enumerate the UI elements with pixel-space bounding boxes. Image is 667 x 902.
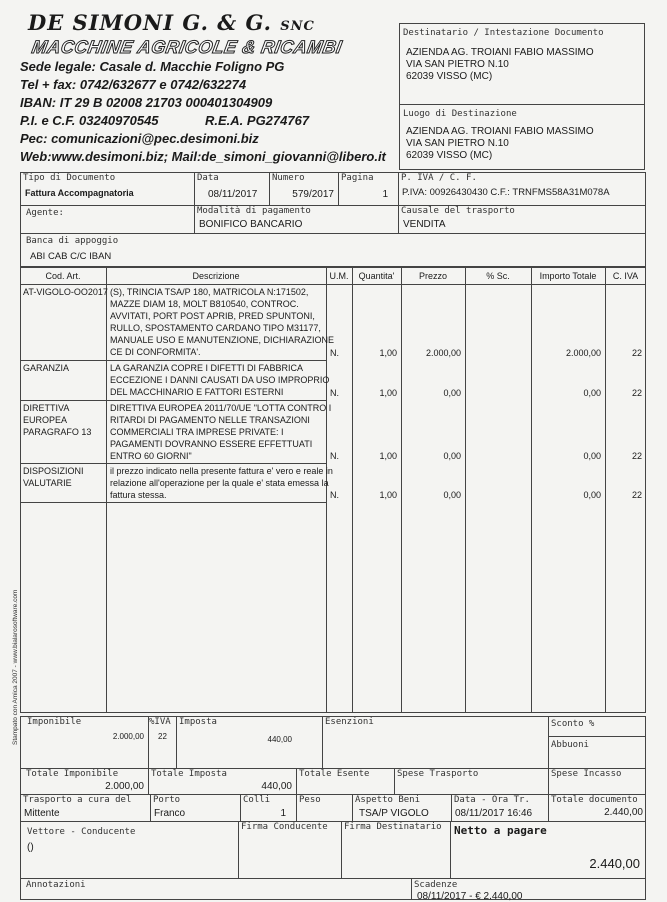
row-um: N. — [330, 348, 339, 358]
row-vat: 22 — [631, 451, 642, 461]
row-price: 0,00 — [443, 490, 461, 500]
row-um: N. — [330, 490, 339, 500]
company-header — [20, 10, 405, 164]
sconto-cell: Sconto % — [551, 719, 595, 729]
trasporto-value: Mittente — [24, 808, 60, 819]
payment-cell: Modalità di pagamento BONIFICO BANCARIO — [197, 206, 311, 230]
row-total: 0,00 — [583, 490, 601, 500]
company-name: DE SIMONI G. & G. SNC — [28, 10, 315, 35]
porto-value: Franco — [154, 808, 186, 819]
company-tagline: MACCHINE AGRICOLE & RICAMBI — [30, 37, 344, 57]
row-total: 2.000,00 — [565, 348, 601, 358]
company-suffix: SNC — [280, 19, 315, 34]
col-header-um: U.M. — [329, 271, 349, 281]
row-qty: 1,00 — [379, 451, 397, 461]
destination-line: AZIENDA AG. TROIANI FABIO MASSIMO — [406, 126, 594, 137]
row-desc-line: RULLO, SPOSTAMENTO CARDANO TIPO M31177, — [110, 323, 321, 333]
header-line-phone: Tel + fax: 0742/632677 e 0742/632274 — [20, 77, 247, 92]
colli-cell: Colli 1 — [243, 795, 286, 819]
row-price: 2.000,00 — [425, 348, 461, 358]
doc-date-cell: Data 08/11/2017 — [197, 173, 258, 200]
row-desc-line: COMMERCIALI TRA IMPRESE PRIVATE: I — [110, 427, 284, 437]
row-desc-line: DEL MACCHINARIO E FATTORI ESTERNI — [110, 387, 284, 397]
recipient-line: VIA SAN PIETRO N.10 — [406, 59, 509, 70]
abbuoni-cell: Abbuoni — [551, 740, 589, 750]
header-rea: R.E.A. PG274767 — [205, 113, 310, 128]
row-desc-line: relazione all'operazione per la quale e' stata emessa la — [110, 478, 329, 488]
header-line-address: Sede legale: Casale d. Macchie Foligno PG — [20, 59, 285, 74]
tot-imposta-value: 440,00 — [261, 781, 292, 792]
doc-number: 579/2017 — [292, 189, 334, 200]
row-desc-line: MANUALE USO E MANUTENZIONE, DICHIARAZIONE — [110, 335, 335, 345]
row-price: 0,00 — [443, 451, 461, 461]
tot-doc-cell: Totale documento 2.440,00 — [551, 795, 643, 818]
spese-incasso-cell: Spese Incasso — [551, 769, 622, 779]
row-price: 0,00 — [443, 388, 461, 398]
imponibile-cell: Imponibile 2.000,00 — [27, 717, 144, 741]
recipient-line: 62039 VISSO (MC) — [406, 71, 493, 82]
recipient-label: Destinatario / Intestazione Documento — [403, 28, 604, 38]
destination-label: Luogo di Destinazione — [403, 109, 517, 119]
tot-esente-cell: Totale Esente — [299, 769, 370, 779]
col-header-total: Importo Totale — [539, 271, 597, 281]
col-header-discount: % Sc. — [486, 271, 510, 281]
imposta-cell: Imposta 440,00 — [179, 717, 292, 744]
doc-date: 08/11/2017 — [208, 189, 258, 200]
iva-cell: %IVA 22 — [149, 717, 171, 741]
row-desc-line: PAGAMENTI DOVRANNO ESSERE EFFETTUATI — [110, 439, 313, 449]
row-total: 0,00 — [583, 388, 601, 398]
doc-piva: P.IVA: 00926430430 C.F.: TRNFMS58A31M078A — [402, 187, 610, 198]
doc-type-cell: Tipo di Documento Fattura Accompagnatoria — [23, 173, 134, 198]
dataora-value: 08/11/2017 16:46 — [455, 808, 533, 819]
header-line-pec: Pec: comunicazioni@pec.desimoni.biz — [20, 131, 259, 146]
row-vat: 22 — [631, 490, 642, 500]
row-desc-line: ECCEZIONE I DANNI CAUSATI DA USO IMPROPRIO — [110, 375, 330, 385]
firma-conducente-cell: Firma Conducente — [241, 822, 328, 832]
doc-type: Fattura Accompagnatoria — [25, 188, 134, 198]
row-um: N. — [330, 388, 339, 398]
payment-method: BONIFICO BANCARIO — [199, 219, 303, 230]
imponibile-value: 2.000,00 — [112, 732, 144, 741]
row-code: DIRETTIVA — [23, 403, 70, 413]
recipient-box — [399, 23, 645, 105]
row-desc-line: LA GARANZIA COPRE I DIFETTI DI FABBRICA — [110, 363, 304, 373]
doc-page-cell: Pagina 1 — [341, 173, 388, 200]
porto-cell: Porto Franco — [153, 795, 186, 819]
netto-value: 2.440,00 — [589, 856, 640, 871]
row-desc-line: ENTRO 60 GIORNI" — [110, 451, 192, 461]
row-desc-line: fattura stessa. — [110, 490, 167, 500]
trasporto-cell: Trasporto a cura del Mittente — [23, 795, 132, 819]
col-header-description: Descrizione — [192, 271, 240, 281]
destination-box — [399, 104, 645, 170]
row-code: AT-VIGOLO-OO2017 — [23, 287, 108, 297]
row-desc-line: RITARDI DI PAGAMENTO NELLE TRANSAZIONI — [110, 415, 310, 425]
row-desc-line: il prezzo indicato nella presente fattura e' vero e reale in — [110, 466, 333, 476]
col-header-code: Cod. Art. — [45, 271, 81, 281]
doc-page: 1 — [382, 189, 388, 200]
iva-value: 22 — [158, 732, 167, 741]
netto-cell — [450, 821, 646, 878]
destination-line: 62039 VISSO (MC) — [406, 150, 493, 161]
imposta-value: 440,00 — [267, 735, 292, 744]
row-code: GARANZIA — [23, 363, 70, 373]
software-credit: Stampato con Amica 2007 - www.bialarosoftware.com — [12, 589, 19, 745]
peso-cell: Peso — [299, 795, 321, 805]
agent-cell: Agente: — [26, 208, 64, 218]
row-code: EUROPEA — [23, 415, 68, 425]
row-qty: 1,00 — [379, 348, 397, 358]
tot-imponibile-cell: Totale Imponibile 2.000,00 — [26, 769, 144, 792]
row-desc-line: (S), TRINCIA TSA/P 180, MATRICOLA N:171502, — [110, 287, 309, 297]
col-header-quantity: Quantita' — [358, 271, 395, 281]
header-line-web: Web:www.desimoni.biz; Mail:de_simoni_giovanni@libero.it — [20, 149, 386, 164]
esenzioni-cell: Esenzioni — [325, 717, 374, 727]
bank-info: ABI CAB C/C IBAN — [30, 251, 112, 262]
vettore-value: () — [27, 842, 34, 853]
row-desc-line: MAZZE DIAM 18, MOLT B810540, CONTROC. — [110, 299, 299, 309]
col-header-price: Prezzo — [418, 271, 447, 281]
aspetto-value: TSA/P VIGOLO — [359, 808, 429, 819]
causal-cell: Causale del trasporto VENDITA — [401, 206, 515, 230]
tot-imponibile-value: 2.000,00 — [105, 781, 144, 792]
netto-label: Netto a pagare — [454, 824, 547, 837]
row-qty: 1,00 — [379, 388, 397, 398]
firma-destinatario-cell: Firma Destinatario — [344, 822, 442, 832]
header-line-iban: IBAN: IT 29 B 02008 21703 000401304909 — [20, 95, 273, 110]
doc-number-cell: Numero 579/2017 — [272, 173, 334, 200]
row-um: N. — [330, 451, 339, 461]
scadenze-value: 08/11/2017 - € 2.440,00 — [417, 891, 523, 902]
aspetto-cell: Aspetto Beni TSA/P VIGOLO — [355, 795, 429, 819]
row-total: 0,00 — [583, 451, 601, 461]
spese-trasporto-cell: Spese Trasporto — [397, 769, 479, 779]
doc-piva-cell: P. IVA / C. F. P.IVA: 00926430430 C.F.: TRNFMS58A31M078A — [401, 173, 610, 198]
row-qty: 1,00 — [379, 490, 397, 500]
row-desc-line: DIRETTIVA EUROPEA 2011/70/UE "LOTTA CONTRO I — [110, 403, 332, 413]
row-code: VALUTARIE — [23, 478, 72, 488]
row-vat: 22 — [631, 348, 642, 358]
vettore-cell: Vettore - Conducente () — [27, 827, 136, 853]
row-code: PARAGRAFO 13 — [23, 427, 92, 437]
tot-imposta-cell: Totale Imposta 440,00 — [151, 769, 292, 792]
bank-cell: Banca di appoggio ABI CAB C/C IBAN — [26, 236, 119, 262]
dataora-cell: Data - Ora Tr. 08/11/2017 16:46 — [454, 795, 533, 819]
transport-causal: VENDITA — [403, 219, 446, 230]
colli-value: 1 — [280, 808, 286, 819]
scadenze-cell: Scadenze 08/11/2017 - € 2.440,00 — [414, 880, 523, 902]
row-code: DISPOSIZIONI — [23, 466, 84, 476]
destination-line: VIA SAN PIETRO N.10 — [406, 138, 509, 149]
recipient-line: AZIENDA AG. TROIANI FABIO MASSIMO — [406, 47, 594, 58]
row-desc-line: CE DI CONFORMITA'. — [110, 347, 201, 357]
annotazioni-cell: Annotazioni — [26, 880, 86, 890]
col-header-vat: C. IVA — [612, 271, 639, 281]
row-desc-line: AVVITATI, PORT POST APRIB, PRED SPUNTONI, — [110, 311, 315, 321]
tot-doc-value: 2.440,00 — [604, 807, 643, 818]
header-line-vat: P.I. e C.F. 03240970545 — [20, 113, 159, 128]
row-vat: 22 — [631, 388, 642, 398]
